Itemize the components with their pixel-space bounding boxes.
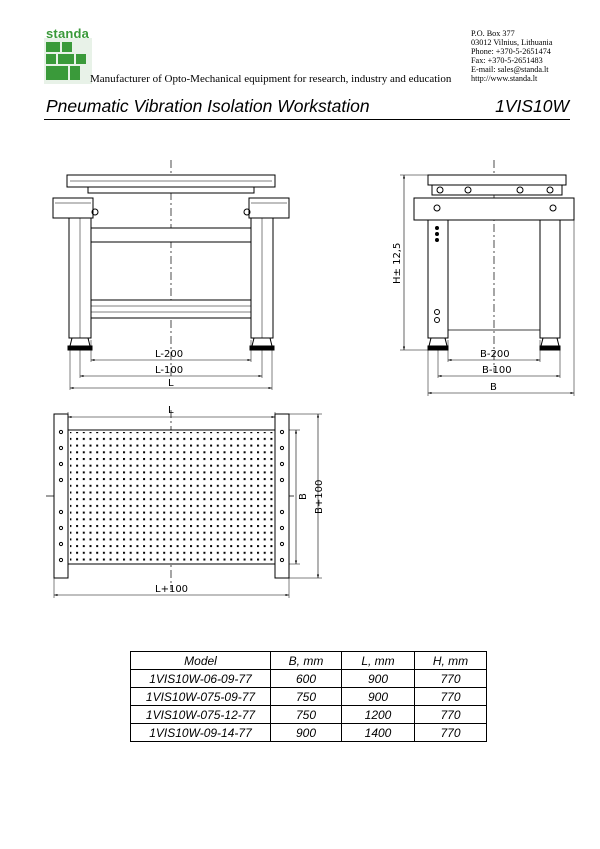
table-cell: 750 xyxy=(271,706,342,724)
dim-label-height: H± 12,5 xyxy=(392,242,403,284)
table-cell: 770 xyxy=(415,688,487,706)
table-cell: 770 xyxy=(415,724,487,742)
address-line: P.O. Box 377 xyxy=(471,29,515,38)
dim-label-side-mid: B-100 xyxy=(482,365,512,376)
address-line: Phone: +370-5-2651474 xyxy=(471,46,551,56)
dim-label-top-width-plus: B+100 xyxy=(314,479,325,514)
model-code: 1VIS10W xyxy=(495,96,569,116)
table-cell: 1400 xyxy=(342,724,415,742)
company-tagline: Manufacturer of Opto-Mechanical equipment for research, industry and education xyxy=(90,73,452,85)
table-row xyxy=(131,724,487,742)
address-line: 03012 Vilnius, Lithuania xyxy=(471,37,553,47)
dim-label-side-outer: B xyxy=(490,382,497,393)
table-cell: 600 xyxy=(271,670,342,688)
dim-label-front-inner: L-200 xyxy=(155,349,184,360)
address-line: E-mail: sales@standa.lt xyxy=(471,64,549,74)
dim-label-front-mid: L-100 xyxy=(155,365,184,376)
table-cell: 1VIS10W-075-09-77 xyxy=(131,688,271,706)
table-row xyxy=(131,706,487,724)
dim-label-front-outer: L xyxy=(168,378,174,389)
table-cell: 750 xyxy=(271,688,342,706)
top-view xyxy=(46,410,322,598)
table-cell: 770 xyxy=(415,706,487,724)
address-line: Fax: +370-5-2651483 xyxy=(471,55,543,65)
dim-label-top-width: B xyxy=(298,493,309,500)
table-cell: 900 xyxy=(271,724,342,742)
table-row xyxy=(131,688,487,706)
column-header: B, mm xyxy=(271,652,342,670)
model-spec-table xyxy=(130,651,487,742)
column-header: L, mm xyxy=(342,652,415,670)
column-header: Model xyxy=(131,652,271,670)
table-cell: 900 xyxy=(342,688,415,706)
side-view xyxy=(400,160,574,396)
table-cell: 1VIS10W-06-09-77 xyxy=(131,670,271,688)
table-header-row xyxy=(131,652,487,670)
address-line: http://www.standa.lt xyxy=(471,73,538,83)
table-cell: 1VIS10W-09-14-77 xyxy=(131,724,271,742)
table-row xyxy=(131,670,487,688)
dim-label-side-inner: B-200 xyxy=(480,349,510,360)
dim-label-top-length-plus: L+100 xyxy=(155,584,189,595)
dim-label-top-length: L xyxy=(168,405,174,416)
table-cell: 1200 xyxy=(342,706,415,724)
table-cell: 770 xyxy=(415,670,487,688)
column-header: H, mm xyxy=(415,652,487,670)
brand-name: standa xyxy=(46,26,90,41)
table-cell: 1VIS10W-075-12-77 xyxy=(131,706,271,724)
table-cell: 900 xyxy=(342,670,415,688)
document-title: Pneumatic Vibration Isolation Workstation xyxy=(46,96,370,116)
